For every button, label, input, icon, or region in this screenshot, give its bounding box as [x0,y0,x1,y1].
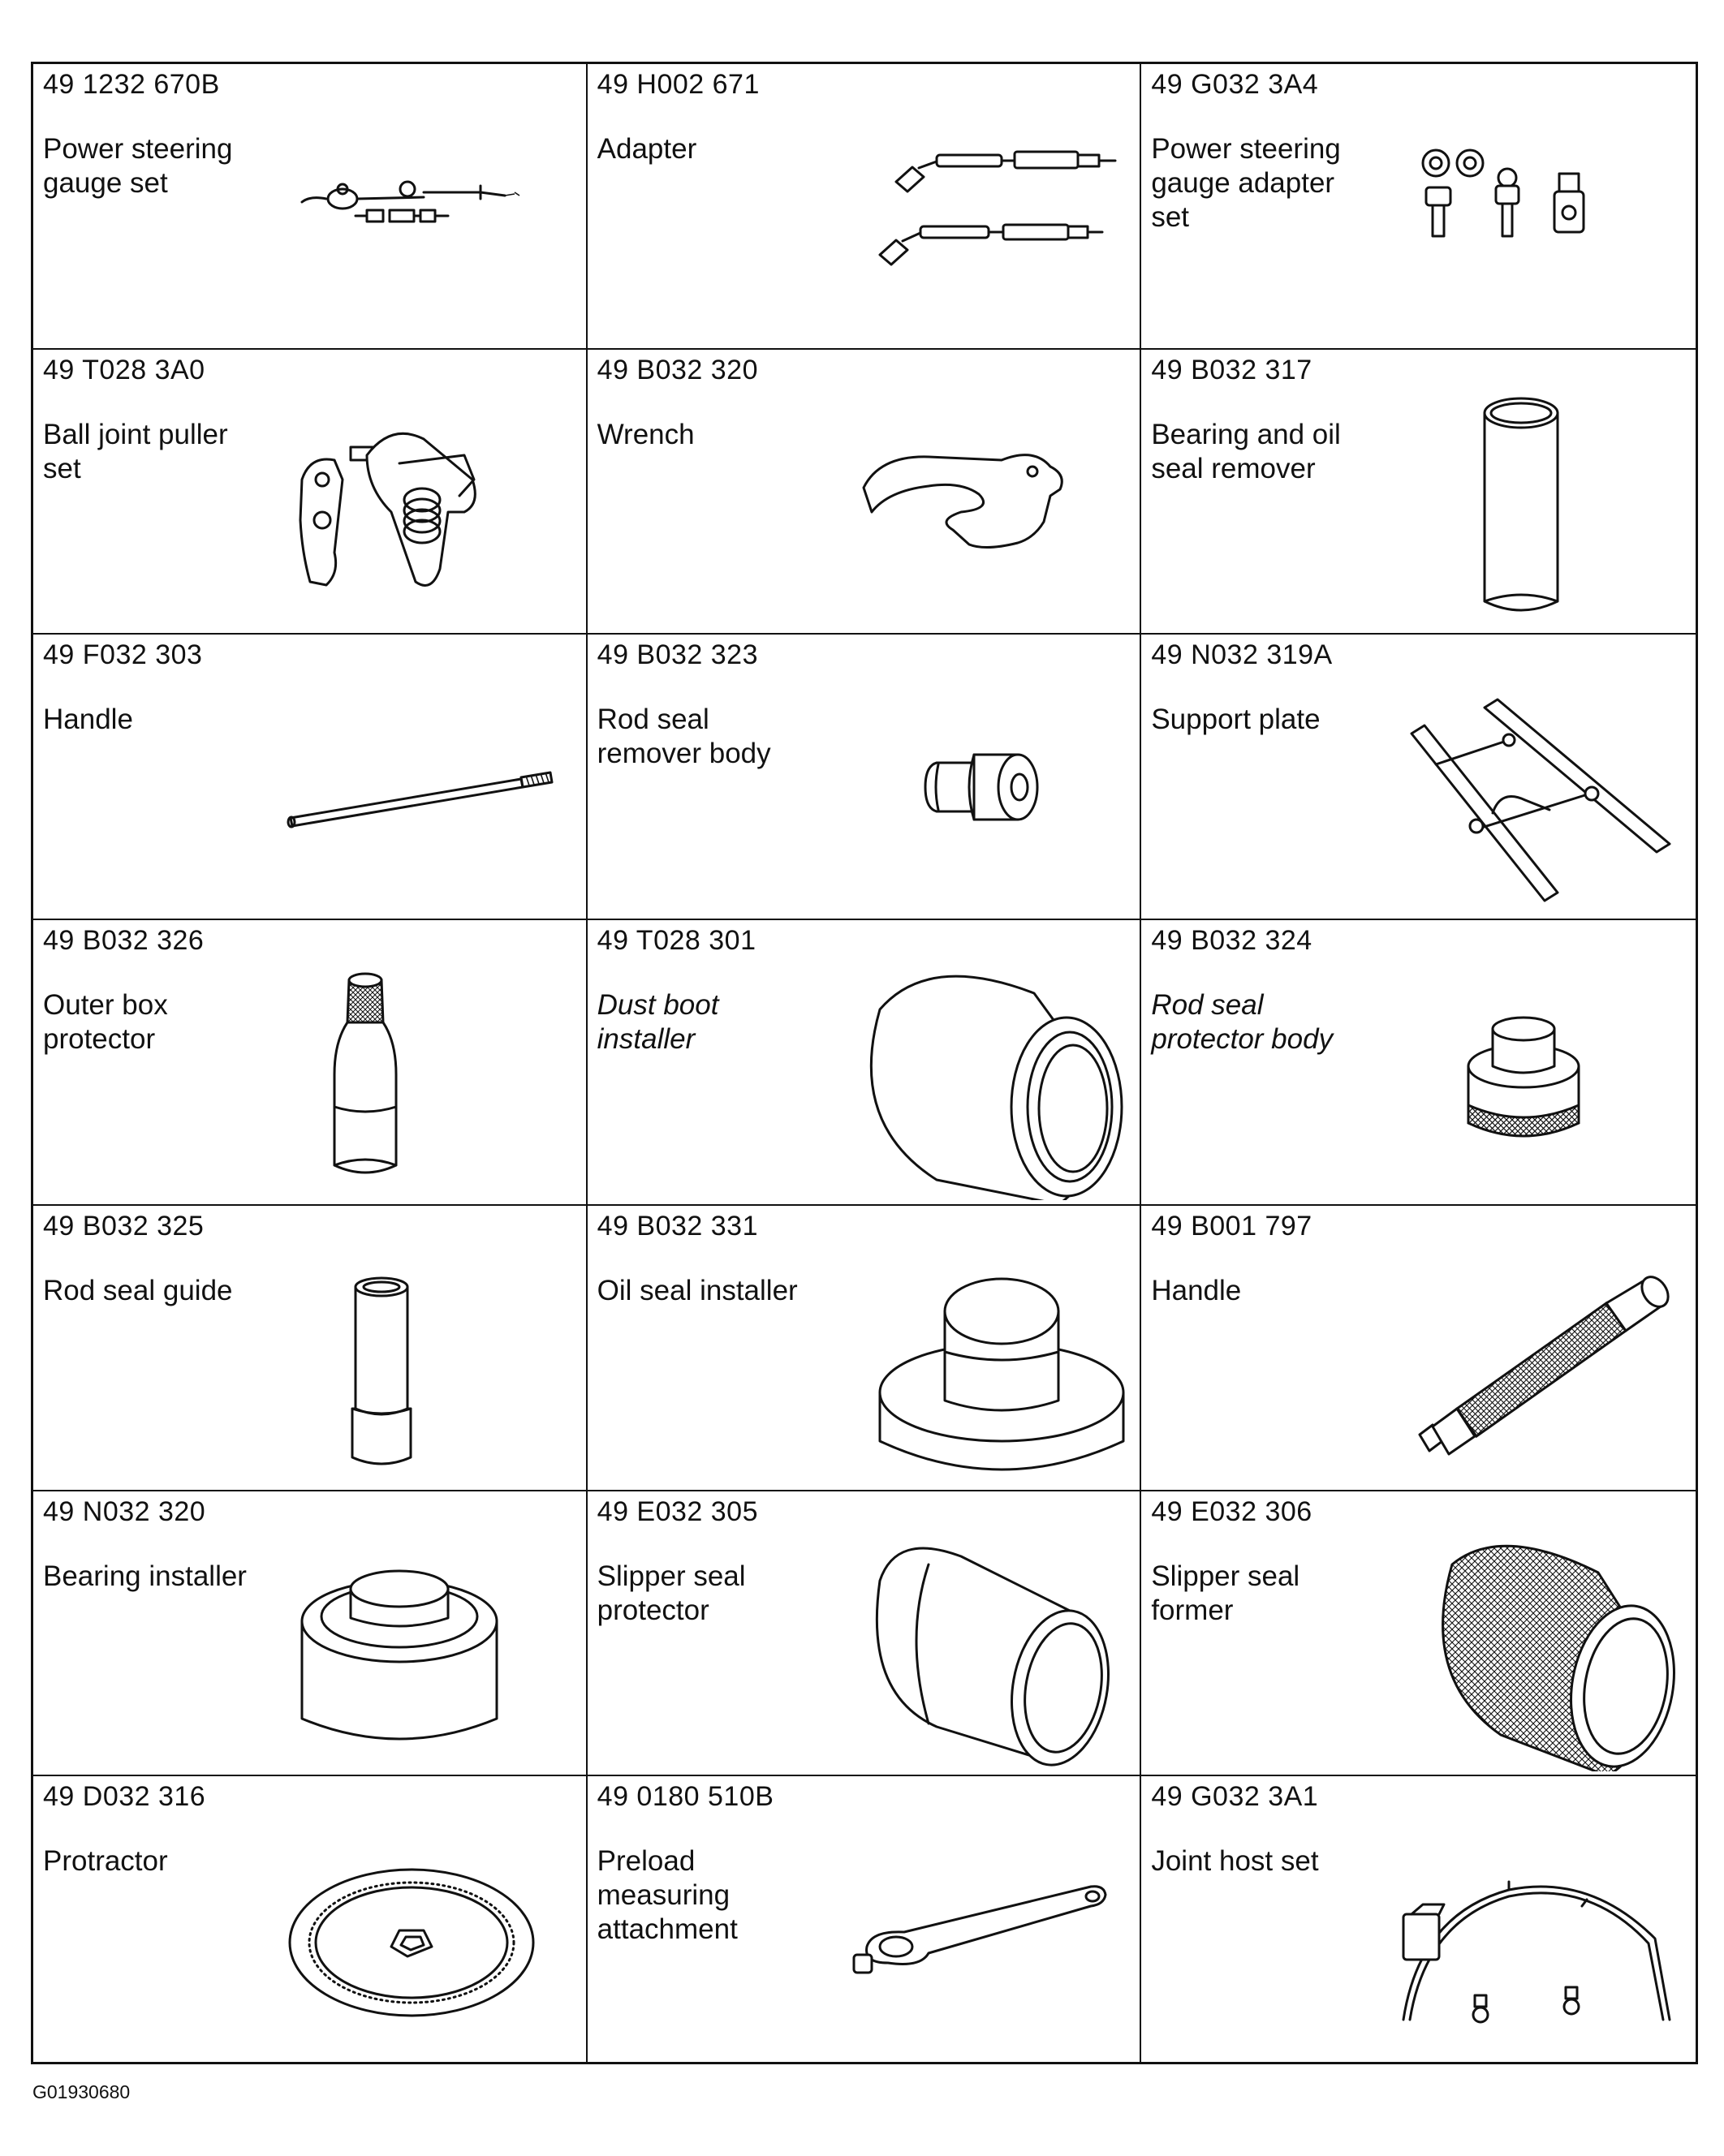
part-number: 49 B032 320 [597,354,758,385]
tool-cell [1141,1206,1696,1491]
tool-name: Handle [1151,1274,1242,1306]
ball-joint-puller-icon [278,390,578,630]
cylinder-remover-icon [1387,390,1687,630]
part-number: 49 N032 320 [43,1495,206,1527]
part-number: 49 T028 3A0 [43,354,205,385]
tool-name: Dust boot installer [597,989,719,1056]
tool-name: Wrench [597,418,695,450]
part-number: 49 D032 316 [43,1781,206,1813]
knurled-protector-icon [278,961,578,1200]
tool-name: Slipper seal protector [597,1560,746,1626]
preload-attachment-icon [831,1817,1131,2056]
tool-name: Outer box protector [43,989,168,1056]
tool-cell [588,350,1142,635]
tool-cell [588,920,1142,1206]
tool-cell [33,635,588,920]
protractor-icon [278,1817,578,2056]
tool-cell [588,1776,1142,2062]
tool-cell [1141,635,1696,920]
tool-cell [588,64,1142,350]
tool-name: Slipper seal former [1151,1560,1300,1626]
tool-name: Oil seal installer [597,1274,798,1306]
tool-cell [1141,1776,1696,2062]
part-number: 49 0180 510B [597,1781,774,1813]
sleeve-installer-icon [831,961,1131,1200]
joint-host-icon [1387,1817,1687,2056]
tool-cell [33,1491,588,1777]
tool-cell [588,1206,1142,1491]
tools-grid [33,64,1696,2062]
tool-name: Power steering gauge set [43,133,233,199]
support-plate-icon [1387,675,1687,914]
part-number: 49 B032 331 [597,1210,758,1242]
part-number: 49 G032 3A4 [1151,69,1319,100]
figure-id: G01930680 [32,2081,131,2102]
tool-name: Rod seal protector body [1151,989,1334,1056]
adapter-fittings-icon [1387,105,1687,344]
bearing-installer-icon [278,1532,578,1771]
seal-installer-icon [831,1246,1131,1486]
part-number: 49 T028 301 [597,925,756,957]
part-number: 49 1232 670B [43,69,220,100]
tool-name: Bearing and oil seal remover [1151,418,1341,484]
tool-cell [33,1206,588,1491]
part-number: 49 E032 306 [1151,1495,1312,1527]
part-number: 49 B032 323 [597,639,758,671]
part-number: 49 H002 671 [597,69,760,100]
special-tools-table [31,62,1698,2064]
part-number: 49 G032 3A1 [1151,1781,1319,1813]
part-number: 49 B032 325 [43,1210,205,1242]
tool-cell [588,1491,1142,1777]
tool-cell [588,635,1142,920]
tool-cell [33,920,588,1206]
tool-cell [33,350,588,635]
tool-name: Rod seal guide [43,1274,233,1306]
part-number: 49 B001 797 [1151,1210,1312,1242]
tool-name: Protractor [43,1845,168,1878]
tool-cell [33,1776,588,2062]
part-number: 49 B032 324 [1151,925,1312,957]
part-number: 49 F032 303 [43,639,203,671]
rod-handle-icon [278,675,578,914]
seal-guide-icon [278,1246,578,1486]
tool-cell [1141,1491,1696,1777]
tool-cell [1141,350,1696,635]
tool-cell [1141,920,1696,1206]
tapered-sleeve-icon [831,1532,1131,1771]
tool-name: Handle [43,704,133,736]
hose-adapter-icon [831,105,1131,344]
wrench-icon [831,390,1131,630]
tool-name: Rod seal remover body [597,704,771,770]
remover-body-icon [831,675,1131,914]
part-number: 49 E032 305 [597,1495,758,1527]
tool-cell [33,64,588,350]
gauge-set-icon [278,105,578,344]
knurled-base-icon [1387,961,1687,1200]
tool-name: Ball joint puller set [43,418,228,484]
tool-name: Adapter [597,133,697,165]
tool-name: Bearing installer [43,1560,247,1592]
part-number: 49 B032 317 [1151,354,1312,385]
tool-name: Support plate [1151,704,1321,736]
part-number: 49 N032 319A [1151,639,1333,671]
tool-name: Preload measuring attachment [597,1845,738,1946]
tool-name: Joint host set [1151,1845,1319,1878]
knurled-handle-icon [1387,1246,1687,1486]
tool-name: Power steering gauge adapter set [1151,133,1341,233]
tool-cell [1141,64,1696,350]
part-number: 49 B032 326 [43,925,205,957]
knurled-sleeve-icon [1387,1532,1687,1771]
